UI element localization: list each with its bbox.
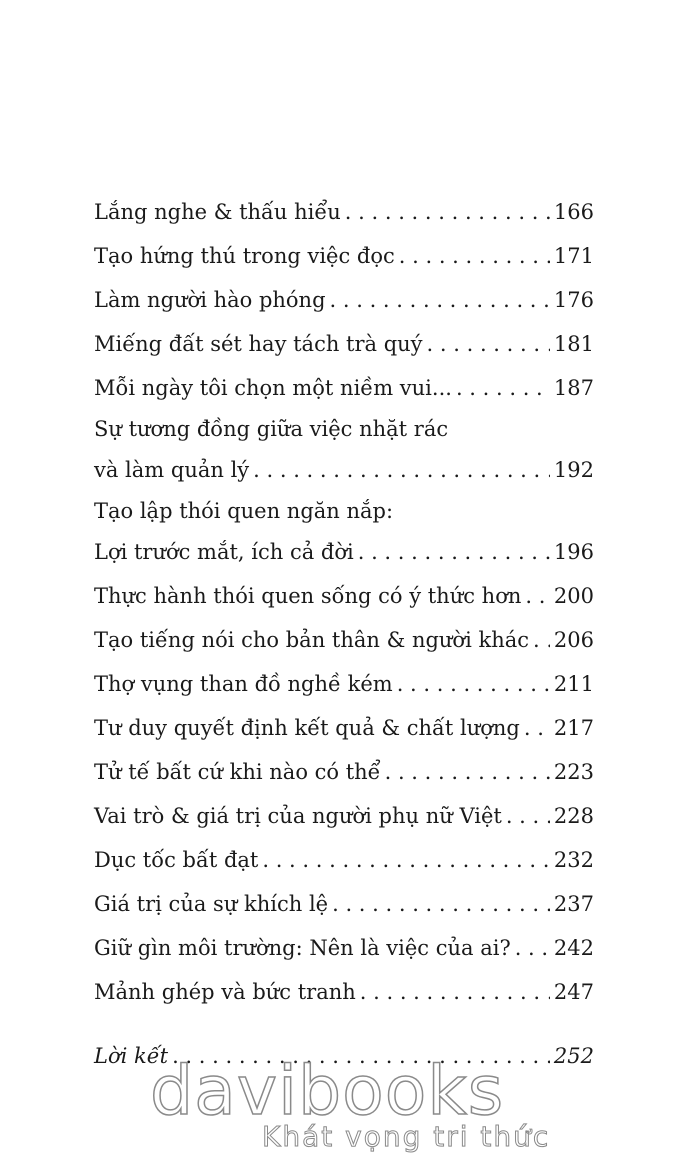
toc-entry-page: 206 <box>553 628 594 652</box>
toc-entry <box>94 970 594 1014</box>
toc-entry <box>94 190 594 234</box>
dot-leader <box>533 618 550 662</box>
dot-leader <box>524 706 550 750</box>
toc-entry-page: 196 <box>553 540 594 564</box>
toc-entry-title: Lắng nghe & thấu hiểu <box>94 200 341 224</box>
toc-entry <box>94 882 594 926</box>
toc-entry-page: 232 <box>553 848 594 872</box>
toc-entry-title-line1: Sự tương đồng giữa việc nhặt rác <box>94 417 449 441</box>
toc-entry-title: Tạo hứng thú trong việc đọc <box>94 244 395 268</box>
toc-entry-page: 223 <box>553 760 594 784</box>
toc-entry-title: Làm người hào phóng <box>94 288 326 312</box>
toc-entry-title: Mỗi ngày tôi chọn một niềm vui... <box>94 376 452 400</box>
dot-leader <box>399 234 550 278</box>
toc-entry-title: Dục tốc bất đạt <box>94 848 259 872</box>
dot-leader <box>253 448 550 492</box>
toc-entry <box>94 706 594 750</box>
toc-entry <box>94 234 594 278</box>
table-of-contents <box>94 190 594 1078</box>
toc-entry <box>94 618 594 662</box>
toc-entry <box>94 410 594 492</box>
toc-entry-page: 242 <box>553 936 594 960</box>
dot-leader <box>330 278 550 322</box>
toc-entry-page: 217 <box>553 716 594 740</box>
toc-entry-title: Mảnh ghép và bức tranh <box>94 980 356 1004</box>
dot-leader <box>397 662 550 706</box>
dot-leader <box>385 750 550 794</box>
dot-leader <box>427 322 550 366</box>
watermark-tagline: Khát vọng tri thức <box>262 1120 551 1153</box>
dot-leader <box>332 882 550 926</box>
toc-entry <box>94 926 594 970</box>
toc-entry-page: 181 <box>553 332 594 356</box>
toc-entry <box>94 574 594 618</box>
toc-entry-title-line2: và làm quản lý <box>94 458 250 482</box>
toc-entry-title: Thực hành thói quen sống có ý thức hơn <box>94 584 522 608</box>
toc-entry-title: Tạo tiếng nói cho bản thân & người khác <box>94 628 530 652</box>
toc-entry-page: 171 <box>553 244 594 268</box>
toc-entry-page: 247 <box>553 980 594 1004</box>
dot-leader <box>345 190 550 234</box>
toc-entry-title-line2: Lợi trước mắt, ích cả đời <box>94 540 354 564</box>
toc-entry <box>94 322 594 366</box>
toc-entry-page: 187 <box>553 376 594 400</box>
toc-entry-title: Giữ gìn môi trường: Nên là việc của ai? <box>94 936 511 960</box>
dot-leader <box>515 926 550 970</box>
toc-entry-page: 228 <box>553 804 594 828</box>
toc-entry-page: 200 <box>553 584 594 608</box>
toc-entry-page: 237 <box>553 892 594 916</box>
toc-entry <box>94 838 594 882</box>
dot-leader <box>358 530 550 574</box>
toc-entry-line2 <box>94 530 594 574</box>
toc-entry <box>94 492 594 574</box>
toc-entry <box>94 794 594 838</box>
toc-entry-title-line1: Tạo lập thói quen ngăn nắp: <box>94 499 394 523</box>
toc-entry-title: Giá trị của sự khích lệ <box>94 892 329 916</box>
dot-leader <box>262 838 550 882</box>
dot-leader <box>525 574 550 618</box>
dot-leader <box>360 970 550 1014</box>
toc-entry-line2 <box>94 448 594 492</box>
spacer <box>94 1014 594 1034</box>
toc-entry-title: Thợ vụng than đồ nghề kém <box>94 672 393 696</box>
toc-entry-title: Tư duy quyết định kết quả & chất lượng <box>94 716 520 740</box>
toc-entry <box>94 662 594 706</box>
toc-entry-page: 192 <box>553 458 594 482</box>
toc-entry <box>94 366 594 410</box>
dot-leader <box>456 366 550 410</box>
dot-leader <box>506 794 550 838</box>
watermark-brand: davibooks <box>150 1052 505 1131</box>
toc-entry-title: Lời kết <box>94 1044 169 1068</box>
toc-entry <box>94 750 594 794</box>
toc-entry-title: Vai trò & giá trị của người phụ nữ Việt <box>94 804 502 828</box>
toc-entry-title: Tử tế bất cứ khi nào có thể <box>94 760 381 784</box>
toc-entry-page: 252 <box>553 1044 594 1068</box>
toc-entry-page: 166 <box>553 200 594 224</box>
toc-entry-page: 176 <box>553 288 594 312</box>
toc-entry-page: 211 <box>553 672 594 696</box>
toc-entry <box>94 278 594 322</box>
toc-entry-title: Miếng đất sét hay tách trà quý <box>94 332 423 356</box>
